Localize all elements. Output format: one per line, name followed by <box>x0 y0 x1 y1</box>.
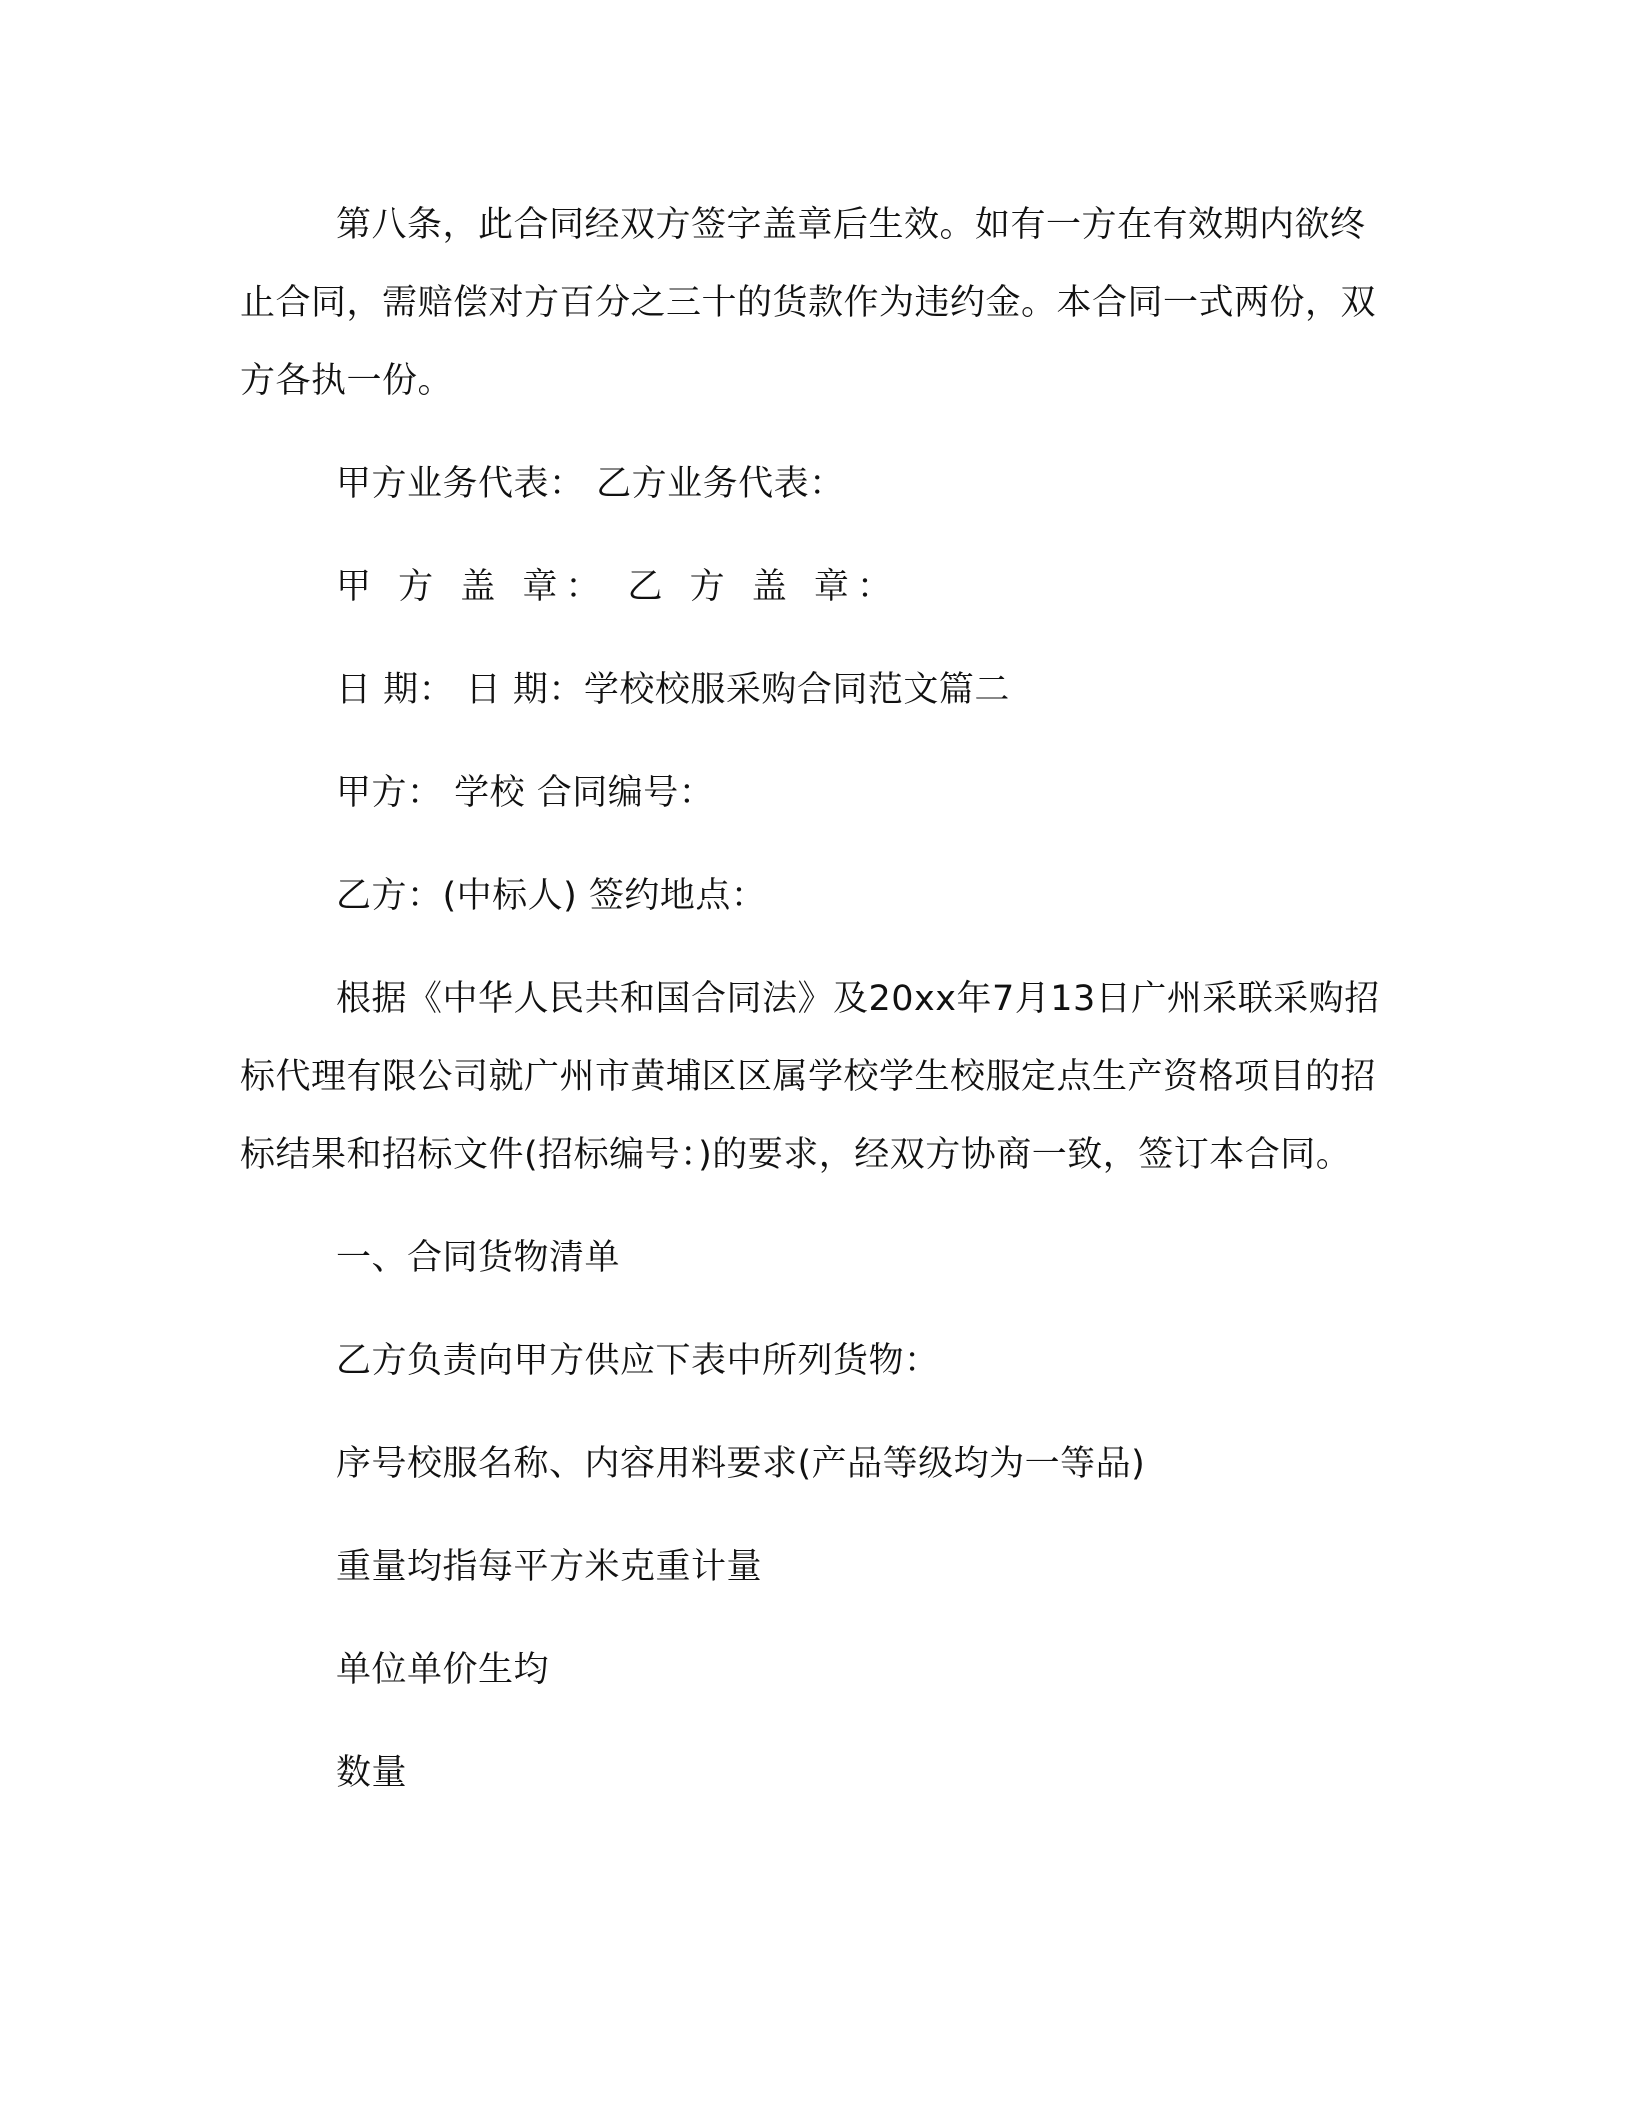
supply-statement: 乙方负责向甲方供应下表中所列货物： <box>336 1341 940 1381</box>
goods-table-header: 序号校服名称、内容用料要求(产品等级均为一等品) <box>336 1444 1146 1484</box>
party-a-line: 甲方： 学校 合同编号： <box>336 773 715 813</box>
section-1-heading: 一、合同货物清单 <box>336 1238 621 1278</box>
party-b-line: 乙方：(中标人) 签约地点： <box>336 876 767 916</box>
business-representatives-line: 甲方业务代表： 乙方业务代表： <box>336 464 845 504</box>
contract-basis-paragraph: 根据《中华人民共和国合同法》及20xx年7月13日广州采联采购招标代理有限公司就广州市黄埔区区属学校学生校服定点生产资格项目的招标结果和招标文件(招标编号：)的要求，经双方协商一致，签订本合同。 <box>240 979 1380 1175</box>
quantity-label: 数量 <box>336 1753 408 1793</box>
article-8-paragraph: 第八条，此合同经双方签字盖章后生效。如有一方在有效期内欲终止合同，需赔偿对方百分之三十的货款作为违约金。本合同一式两份，双方各执一份。 <box>240 205 1377 401</box>
weight-note: 重量均指每平方米克重计量 <box>336 1547 763 1587</box>
document-body <box>240 186 1390 1812</box>
date-and-title-line: 日 期： 日 期：学校校服采购合同范文篇二 <box>336 670 1010 710</box>
seal-line: 甲 方 盖 章： 乙 方 盖 章： <box>336 567 900 607</box>
unit-price-label: 单位单价生均 <box>336 1650 550 1690</box>
